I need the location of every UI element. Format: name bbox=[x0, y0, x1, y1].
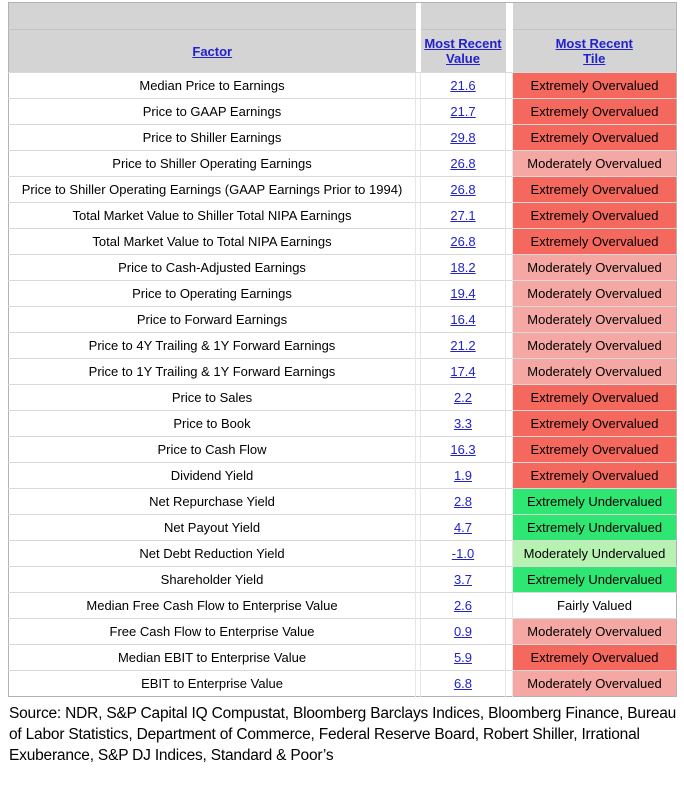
value-cell bbox=[421, 255, 506, 281]
table-row bbox=[9, 255, 677, 281]
factor-cell: Price to Cash Flow bbox=[9, 437, 416, 463]
spacer-cell bbox=[9, 3, 416, 30]
factor-cell: Net Debt Reduction Yield bbox=[9, 541, 416, 567]
table-row bbox=[9, 541, 677, 567]
header-row bbox=[9, 30, 677, 73]
factor-cell: Free Cash Flow to Enterprise Value bbox=[9, 619, 416, 645]
tile-header-line2: Tile bbox=[583, 51, 606, 66]
table-row bbox=[9, 281, 677, 307]
column-gap bbox=[506, 281, 513, 307]
factor-cell: Price to 4Y Trailing & 1Y Forward Earnings bbox=[9, 333, 416, 359]
column-gap bbox=[506, 151, 513, 177]
value-link[interactable]: 17.4 bbox=[450, 364, 476, 379]
factor-cell: Price to Shiller Operating Earnings (GAAP Earnings Prior to 1994) bbox=[9, 177, 416, 203]
value-link[interactable]: 16.3 bbox=[450, 442, 476, 457]
table-body bbox=[9, 3, 677, 697]
table-row bbox=[9, 411, 677, 437]
table-row bbox=[9, 489, 677, 515]
value-link[interactable]: 16.4 bbox=[450, 312, 476, 327]
table-row bbox=[9, 73, 677, 99]
factor-cell: Net Repurchase Yield bbox=[9, 489, 416, 515]
tile-cell: Moderately Overvalued bbox=[513, 333, 677, 359]
table-row bbox=[9, 385, 677, 411]
table-row bbox=[9, 671, 677, 697]
spacer-cell bbox=[421, 3, 506, 30]
tile-cell: Moderately Undervalued bbox=[513, 541, 677, 567]
tile-cell: Extremely Overvalued bbox=[513, 437, 677, 463]
value-header-line2: Value bbox=[446, 51, 480, 66]
table-row bbox=[9, 567, 677, 593]
factor-cell: Median Free Cash Flow to Enterprise Value bbox=[9, 593, 416, 619]
value-link[interactable]: 19.4 bbox=[450, 286, 476, 301]
value-cell bbox=[421, 151, 506, 177]
factor-cell: Total Market Value to Shiller Total NIPA Earnings bbox=[9, 203, 416, 229]
value-cell bbox=[421, 359, 506, 385]
value-cell bbox=[421, 385, 506, 411]
value-link[interactable]: 0.9 bbox=[453, 624, 473, 639]
table-row bbox=[9, 99, 677, 125]
tile-cell: Extremely Overvalued bbox=[513, 99, 677, 125]
value-cell bbox=[421, 307, 506, 333]
value-cell bbox=[421, 515, 506, 541]
factor-cell: Price to Sales bbox=[9, 385, 416, 411]
tile-header-cell bbox=[513, 30, 677, 73]
tile-cell: Extremely Overvalued bbox=[513, 463, 677, 489]
column-gap bbox=[506, 333, 513, 359]
column-gap bbox=[506, 593, 513, 619]
tile-cell: Moderately Overvalued bbox=[513, 359, 677, 385]
value-cell bbox=[421, 567, 506, 593]
value-link[interactable]: 1.9 bbox=[453, 468, 473, 483]
value-cell bbox=[421, 229, 506, 255]
factor-cell: Median Price to Earnings bbox=[9, 73, 416, 99]
factor-cell: Net Payout Yield bbox=[9, 515, 416, 541]
factor-cell: Price to Forward Earnings bbox=[9, 307, 416, 333]
column-gap bbox=[506, 411, 513, 437]
value-cell bbox=[421, 281, 506, 307]
column-gap bbox=[506, 3, 513, 30]
tile-cell: Moderately Overvalued bbox=[513, 281, 677, 307]
tile-header-link[interactable] bbox=[556, 36, 633, 66]
table-row bbox=[9, 463, 677, 489]
table-row bbox=[9, 177, 677, 203]
factor-cell: Price to Cash-Adjusted Earnings bbox=[9, 255, 416, 281]
value-cell bbox=[421, 177, 506, 203]
column-gap bbox=[506, 645, 513, 671]
tile-cell: Extremely Overvalued bbox=[513, 645, 677, 671]
value-link[interactable]: 21.2 bbox=[450, 338, 476, 353]
column-gap bbox=[506, 385, 513, 411]
tile-cell: Extremely Overvalued bbox=[513, 385, 677, 411]
factor-cell: Shareholder Yield bbox=[9, 567, 416, 593]
factor-cell: Price to Operating Earnings bbox=[9, 281, 416, 307]
tile-cell: Extremely Overvalued bbox=[513, 125, 677, 151]
value-link[interactable]: 26.8 bbox=[450, 234, 476, 249]
tile-cell: Extremely Overvalued bbox=[513, 411, 677, 437]
value-header-line1: Most Recent bbox=[424, 36, 502, 51]
value-link[interactable]: 3.3 bbox=[453, 416, 473, 431]
value-cell bbox=[421, 619, 506, 645]
column-gap bbox=[506, 229, 513, 255]
table-row bbox=[9, 437, 677, 463]
factor-cell: Dividend Yield bbox=[9, 463, 416, 489]
tile-cell: Extremely Undervalued bbox=[513, 515, 677, 541]
valuation-table bbox=[8, 2, 677, 697]
tile-cell: Extremely Overvalued bbox=[513, 73, 677, 99]
factor-cell: Price to 1Y Trailing & 1Y Forward Earnings bbox=[9, 359, 416, 385]
value-cell bbox=[421, 333, 506, 359]
value-link[interactable]: -1.0 bbox=[451, 546, 475, 561]
column-gap bbox=[506, 541, 513, 567]
table-row bbox=[9, 515, 677, 541]
column-gap bbox=[506, 671, 513, 697]
value-link[interactable]: 2.8 bbox=[453, 494, 473, 509]
tile-cell: Moderately Overvalued bbox=[513, 151, 677, 177]
factor-cell: Price to GAAP Earnings bbox=[9, 99, 416, 125]
spacer-row bbox=[9, 3, 677, 30]
value-header-link[interactable] bbox=[424, 36, 501, 66]
value-cell bbox=[421, 203, 506, 229]
factor-cell: Median EBIT to Enterprise Value bbox=[9, 645, 416, 671]
table-row bbox=[9, 645, 677, 671]
table-row bbox=[9, 125, 677, 151]
factor-cell: Price to Book bbox=[9, 411, 416, 437]
table-row bbox=[9, 359, 677, 385]
value-link[interactable]: 6.8 bbox=[453, 676, 473, 691]
column-gap bbox=[506, 177, 513, 203]
tile-cell: Extremely Overvalued bbox=[513, 177, 677, 203]
column-gap bbox=[506, 203, 513, 229]
value-cell bbox=[421, 437, 506, 463]
column-gap bbox=[506, 489, 513, 515]
table-row bbox=[9, 619, 677, 645]
source-note: Source: NDR, S&P Capital IQ Compustat, Bloomberg Barclays Indices, Bloomberg Finance, Bureau of Labor Statistics, Department of Commerce, Federal Reserve Board, Robert Shiller, Irrational Exuberance, S&P DJ Indices, Standard & Poor’s bbox=[9, 705, 677, 764]
value-cell bbox=[421, 645, 506, 671]
tile-cell: Moderately Overvalued bbox=[513, 619, 677, 645]
tile-cell: Moderately Overvalued bbox=[513, 255, 677, 281]
tile-cell: Extremely Undervalued bbox=[513, 489, 677, 515]
value-header-cell bbox=[421, 30, 506, 73]
table-row bbox=[9, 333, 677, 359]
column-gap bbox=[506, 619, 513, 645]
value-link[interactable]: 2.6 bbox=[453, 598, 473, 613]
value-link[interactable]: 4.7 bbox=[453, 520, 473, 535]
tile-cell: Moderately Overvalued bbox=[513, 671, 677, 697]
value-cell bbox=[421, 489, 506, 515]
tile-cell: Extremely Overvalued bbox=[513, 203, 677, 229]
value-cell bbox=[421, 73, 506, 99]
value-cell bbox=[421, 463, 506, 489]
value-cell bbox=[421, 99, 506, 125]
column-gap bbox=[506, 255, 513, 281]
tile-cell: Extremely Overvalued bbox=[513, 229, 677, 255]
column-gap bbox=[506, 307, 513, 333]
table-row bbox=[9, 151, 677, 177]
column-gap bbox=[506, 125, 513, 151]
factor-cell: Total Market Value to Total NIPA Earnings bbox=[9, 229, 416, 255]
value-link[interactable]: 2.2 bbox=[453, 390, 473, 405]
value-link[interactable]: 18.2 bbox=[450, 260, 476, 275]
value-cell bbox=[421, 541, 506, 567]
factor-cell: EBIT to Enterprise Value bbox=[9, 671, 416, 697]
table-row bbox=[9, 203, 677, 229]
value-cell bbox=[421, 125, 506, 151]
column-gap bbox=[506, 359, 513, 385]
tile-cell: Moderately Overvalued bbox=[513, 307, 677, 333]
value-link[interactable]: 21.6 bbox=[450, 78, 476, 93]
factor-cell: Price to Shiller Operating Earnings bbox=[9, 151, 416, 177]
tile-header-line1: Most Recent bbox=[555, 36, 633, 51]
column-gap bbox=[506, 73, 513, 99]
column-gap bbox=[506, 463, 513, 489]
column-gap bbox=[506, 567, 513, 593]
table-row bbox=[9, 593, 677, 619]
value-link[interactable]: 26.8 bbox=[450, 156, 476, 171]
value-link[interactable]: 29.8 bbox=[450, 130, 476, 145]
spacer-cell bbox=[513, 3, 677, 30]
value-cell bbox=[421, 411, 506, 437]
column-gap bbox=[506, 99, 513, 125]
table-row bbox=[9, 307, 677, 333]
factor-cell: Price to Shiller Earnings bbox=[9, 125, 416, 151]
value-link[interactable]: 21.7 bbox=[450, 104, 476, 119]
factor-header-cell bbox=[9, 30, 416, 73]
tile-cell: Fairly Valued bbox=[513, 593, 677, 619]
value-link[interactable]: 26.8 bbox=[450, 182, 476, 197]
column-gap bbox=[506, 437, 513, 463]
table-row bbox=[9, 229, 677, 255]
column-gap bbox=[506, 30, 513, 73]
column-gap bbox=[506, 515, 513, 541]
tile-cell: Extremely Undervalued bbox=[513, 567, 677, 593]
factor-header-link[interactable]: Factor bbox=[192, 43, 233, 59]
value-cell bbox=[421, 671, 506, 697]
value-link[interactable]: 5.9 bbox=[453, 650, 473, 665]
value-link[interactable]: 27.1 bbox=[450, 208, 476, 223]
value-cell bbox=[421, 593, 506, 619]
value-link[interactable]: 3.7 bbox=[453, 572, 473, 587]
